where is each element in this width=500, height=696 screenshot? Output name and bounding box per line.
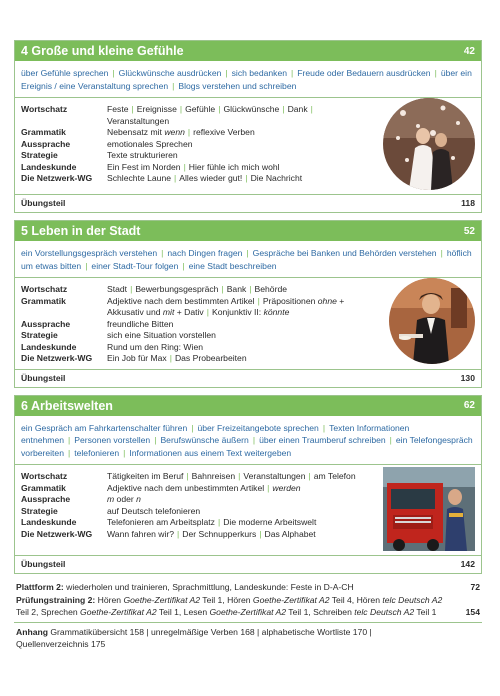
detail-row: Grammatik Nebensatz mit wenn | reflexive Verben	[21, 127, 255, 137]
detail-item: Telefonieren am Arbeitsplatz	[107, 517, 215, 527]
intro-item: über einen Traumberuf schreiben	[259, 435, 386, 445]
detail-item: Präpositionen ohne + Akkusativ und mit + Dativ	[107, 295, 345, 317]
detail-item: Ein Fest im Norden	[107, 161, 181, 172]
intro-item: über ein Ereignis / eine Veranstaltung sprechen	[21, 68, 472, 91]
intro-item: Informationen aus einem Text weitergeben	[129, 447, 292, 458]
plattform-page: 72	[470, 582, 480, 592]
detail-row: Die Netzwerk-WG Ein Job für Max | Das Probearbeiten	[21, 353, 247, 363]
chapter-title: 4 Große und kleine Gefühle	[21, 44, 184, 58]
detail-item: Bahnreisen	[191, 471, 236, 481]
detail-row: Wortschatz Feste | Ereignisse | Gefühle | Glückwünsche | Dank | Veranstaltungen	[21, 104, 313, 126]
detail-item: Glückwünsche	[223, 104, 280, 114]
chapter-6	[14, 395, 482, 575]
intro-item: Blogs verstehen und schreiben	[178, 80, 297, 91]
table-of-contents	[14, 40, 482, 651]
detail-label: Wortschatz	[21, 471, 68, 481]
detail-label: Aussprache	[21, 494, 71, 504]
detail-item: Bewerbungsgespräch	[135, 284, 219, 294]
detail-row	[21, 319, 381, 331]
detail-row: Landeskunde Telefonieren am Arbeitsplatz | Die moderne Arbeitswelt	[21, 517, 317, 527]
anhang-line2: Quellenverzeichnis 175	[16, 639, 106, 649]
intro-item: Texten Informationen entnehmen	[21, 422, 410, 445]
exercise-section	[15, 369, 481, 387]
exercise-page: 118	[461, 198, 475, 208]
chapter-details	[21, 471, 375, 551]
intro-item: ein Telefongespräch vorbereiten	[21, 435, 473, 458]
intro-item: einer Stadt-Tour folgen	[91, 260, 179, 271]
detail-label: Die Netzwerk-WG	[21, 173, 93, 183]
detail-item: freundliche Bitten	[107, 318, 174, 329]
detail-item: Tätigkeiten im Beruf	[107, 471, 184, 481]
chapter-title: 6 Arbeitswelten	[21, 398, 113, 413]
detail-label: Landeskunde	[21, 161, 77, 172]
detail-item: Bank	[226, 284, 247, 294]
detail-item: Veranstaltungen	[107, 115, 170, 126]
detail-label: Strategie	[21, 330, 58, 340]
pruefung-label: Prüfungstraining 2:	[16, 594, 96, 605]
detail-label: Strategie	[21, 505, 58, 516]
detail-row	[21, 494, 375, 506]
detail-item: Texte strukturieren	[107, 150, 178, 160]
exercise-label: Übungsteil	[21, 559, 66, 569]
detail-item: Dank	[287, 104, 308, 114]
intro-item: höflich um etwas bitten	[21, 248, 472, 271]
detail-item: Alles wieder gut!	[179, 173, 243, 183]
detail-row: Grammatik Adjektive nach dem unbestimmten Artikel | werden	[21, 482, 301, 493]
detail-item: Die moderne Arbeitswelt	[223, 517, 317, 527]
chapter-intro: über Gefühle sprechen | Glückwünsche ausdrücken | sich bedanken | Freude oder Bedauern ausdrücken | über ein Ereignis / eine Veranstaltung sprechen | Blogs verstehen und schreiben	[15, 61, 481, 98]
toc-footer	[14, 581, 482, 651]
intro-item: nach Dingen fragen	[167, 248, 243, 258]
detail-item: auf Deutsch telefonieren	[107, 505, 201, 516]
chapter-header	[15, 41, 481, 61]
detail-item: Gefühle	[185, 104, 216, 114]
detail-item: werden	[272, 482, 301, 493]
detail-row	[21, 506, 375, 518]
detail-item: Das Probearbeiten	[174, 353, 247, 363]
detail-item: emotionales Sprechen	[107, 138, 193, 149]
detail-item: Der Schnupperkurs	[182, 528, 257, 539]
detail-item: Ein Job für Max	[107, 353, 167, 363]
intro-item: telefonieren	[74, 447, 120, 458]
detail-row: Landeskunde Ein Fest im Norden | Hier fühle ich mich wohl	[21, 161, 280, 172]
exercise-label: Übungsteil	[21, 198, 66, 208]
exercise-section	[15, 194, 481, 212]
plattform-label: Plattform 2:	[16, 582, 64, 592]
detail-row: Grammatik Adjektive nach dem bestimmten Artikel | Präpositionen ohne + Akkusativ und mit + Dativ | Konjunktiv II: könnte	[21, 295, 345, 317]
anhang-row-2	[14, 638, 482, 651]
anhang-row	[14, 626, 482, 639]
chapter-intro: ein Vorstellungsgespräch verstehen | nach Dingen fragen | Gespräche bei Banken und Behörden verstehen | höflich um etwas bitten | einer Stadt-Tour folgen | eine Stadt beschreiben	[15, 241, 481, 278]
chapter-header	[15, 221, 481, 241]
detail-item: Veranstaltungen	[243, 471, 306, 481]
detail-label: Die Netzwerk-WG	[21, 353, 93, 363]
pruefung-line2: Teil 2, Sprechen Goethe-Zertifikat A2 Teil 1, Lesen Goethe-Zertifikat A2 Teil 1, Schreiben telc Deutsch A2 Teil 1	[16, 607, 437, 617]
detail-item: Konjunktiv II: könnte	[211, 307, 290, 317]
detail-item: Hier fühle ich mich wohl	[188, 161, 280, 172]
intro-item: Freude oder Bedauern ausdrücken	[297, 68, 431, 78]
intro-item: Personen vorstellen	[74, 435, 151, 445]
detail-row	[21, 330, 381, 342]
truck-driver-photo	[383, 467, 475, 551]
detail-row: Die Netzwerk-WG Wann fahren wir? | Der Schnupperkurs | Das Alphabet	[21, 528, 316, 539]
pruefung-row-2	[14, 606, 482, 619]
exercise-page: 142	[460, 559, 475, 569]
detail-label: Aussprache	[21, 318, 71, 329]
detail-item: Feste	[107, 104, 129, 114]
detail-item: Rund um den Ring: Wien	[107, 341, 204, 352]
exercise-section	[15, 555, 481, 573]
detail-item: reflexive Verben	[193, 127, 255, 137]
detail-label: Aussprache	[21, 138, 71, 149]
detail-label: Wortschatz	[21, 284, 68, 294]
chapter-details	[21, 104, 375, 190]
detail-item: m oder n	[107, 494, 141, 504]
exercise-page: 130	[460, 372, 475, 383]
chapter-5	[14, 220, 482, 388]
detail-label: Grammatik	[21, 127, 66, 137]
intro-item: Glückwünsche ausdrücken	[118, 68, 222, 78]
intro-item: ein Vorstellungsgespräch verstehen	[21, 248, 158, 258]
detail-item: am Telefon	[313, 471, 356, 481]
detail-item: Wann fahren wir?	[107, 528, 175, 539]
detail-row: Die Netzwerk-WG Schlechte Laune | Alles wieder gut! | Die Nachricht	[21, 173, 303, 183]
detail-row	[21, 150, 375, 162]
wedding-photo	[383, 98, 475, 190]
waiter-photo	[389, 278, 475, 364]
detail-row	[21, 342, 381, 354]
chapter-page: 62	[463, 400, 475, 411]
plattform-row	[14, 581, 482, 594]
detail-label: Die Netzwerk-WG	[21, 528, 93, 539]
pruefung-row	[14, 594, 482, 607]
anhang-line1: Grammatikübersicht 158 | unregelmäßige Verben 168 | alphabetische Wortliste 170 |	[50, 626, 372, 637]
detail-row: Wortschatz Stadt | Bewerbungsgespräch | Bank | Behörde	[21, 284, 288, 294]
detail-label: Grammatik	[21, 482, 66, 493]
chapter-details	[21, 284, 381, 365]
intro-item: eine Stadt beschreiben	[188, 260, 277, 271]
pruefung-page: 154	[465, 607, 480, 617]
detail-item: Nebensatz mit wenn	[107, 127, 185, 137]
intro-item: über Freizeitangebote sprechen	[197, 422, 319, 433]
detail-item: Stadt	[107, 284, 128, 294]
intro-item: ein Gespräch am Fahrkartenschalter führen	[21, 422, 188, 433]
detail-label: Grammatik	[21, 295, 66, 306]
intro-item: Gespräche bei Banken und Behörden verstehen	[252, 248, 437, 258]
detail-label: Landeskunde	[21, 341, 77, 352]
plattform-text: wiederholen und trainieren, Sprachmittlung, Landeskunde: Feste in D-A-CH	[66, 582, 354, 592]
detail-row	[21, 139, 375, 151]
exercise-label: Übungsteil	[21, 372, 66, 383]
chapter-page: 42	[463, 45, 475, 57]
anhang-label: Anhang	[16, 626, 48, 637]
chapter-4	[14, 40, 482, 213]
detail-item: Adjektive nach dem unbestimmten Artikel	[107, 482, 265, 493]
detail-item: Schlechte Laune	[107, 173, 172, 183]
detail-item: Adjektive nach dem bestimmten Artikel	[107, 295, 255, 306]
detail-label: Landeskunde	[21, 517, 77, 527]
chapter-intro: ein Gespräch am Fahrkartenschalter führen | über Freizeitangebote sprechen | Texten Informationen entnehmen | Personen vorstellen | Berufswünsche äußern | über einen Traumberuf schreiben | ein Telefongespräch vorbereiten | telefonieren | Informationen aus einem Text weitergeben	[15, 416, 481, 466]
detail-label: Strategie	[21, 150, 58, 160]
chapter-header	[15, 396, 481, 416]
intro-item: sich bedanken	[231, 68, 288, 78]
detail-item: Behörde	[254, 284, 288, 294]
intro-item: über Gefühle sprechen	[21, 68, 109, 78]
intro-item: Berufswünsche äußern	[160, 435, 249, 445]
pruefung-line1: Hören Goethe-Zertifikat A2 Teil 1, Hören Goethe-Zertifikat A2 Teil 4, Hören telc Deutsch A2	[97, 594, 443, 605]
detail-label: Wortschatz	[21, 104, 68, 114]
detail-item: Das Alphabet	[264, 528, 316, 539]
detail-item: Die Nachricht	[250, 173, 303, 183]
detail-row: Wortschatz Tätigkeiten im Beruf | Bahnreisen | Veranstaltungen | am Telefon	[21, 471, 356, 481]
chapter-page: 52	[463, 225, 475, 237]
detail-item: sich eine Situation vorstellen	[107, 330, 216, 340]
chapter-title: 5 Leben in der Stadt	[21, 224, 141, 238]
detail-item: Ereignisse	[136, 104, 177, 114]
